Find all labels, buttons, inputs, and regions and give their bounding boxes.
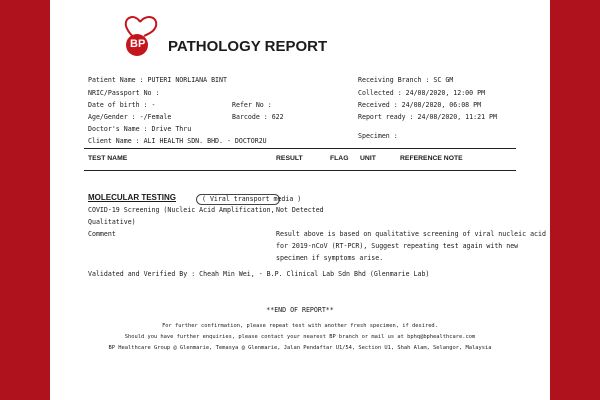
collected-time: Collected : 24/08/2020, 12:00 PM xyxy=(358,89,486,97)
col-test-name: TEST NAME xyxy=(88,155,128,162)
comment-line-3: specimen if symptoms arise. xyxy=(276,254,384,262)
col-result: RESULT xyxy=(276,155,303,162)
patient-dob: Date of birth : - xyxy=(88,101,156,109)
report-title: PATHOLOGY REPORT xyxy=(168,38,328,55)
heart-logo-icon xyxy=(106,12,166,58)
section-note: ( Viral transport media ) xyxy=(202,195,302,203)
comment-line-1: Result above is based on qualitative screening of viral nucleic acid xyxy=(276,230,546,238)
comment-line-2: for 2019-nCoV (RT-PCR), Suggest repeating test again with new xyxy=(276,242,519,250)
test-result: Not Detected xyxy=(276,206,324,214)
footer-line-1: For further confirmation, please repeat test with another fresh specimen, if desired. xyxy=(162,323,438,329)
col-flag: FLAG xyxy=(330,155,349,162)
validation-line: Validated and Verified By : Cheah Min Wei, - B.P. Clinical Lab Sdn Bhd (Glenmarie Lab) xyxy=(88,270,430,278)
client-name: Client Name : ALI HEALTH SDN. BHD. - DOCTOR2U xyxy=(88,137,267,145)
report-sheet xyxy=(50,0,550,400)
col-unit: UNIT xyxy=(360,155,376,162)
barcode: Barcode : 622 xyxy=(232,113,284,121)
section-title: MOLECULAR TESTING xyxy=(88,193,176,202)
test-name-line1: COVID-19 Screening (Nucleic Acid Amplification, xyxy=(88,206,275,214)
doctor-name: Doctor's Name : Drive Thru xyxy=(88,125,192,133)
patient-nric: NRIC/Passport No : xyxy=(88,89,160,97)
test-name-line2: Qualitative) xyxy=(88,218,136,226)
patient-age-gender: Age/Gender : -/Female xyxy=(88,113,172,121)
logo-text: BP xyxy=(130,38,146,50)
received-time: Received : 24/08/2020, 06:08 PM xyxy=(358,101,482,109)
receiving-branch: Receiving Branch : SC GM xyxy=(358,76,454,84)
report-ready-time: Report ready : 24/08/2020, 11:21 PM xyxy=(358,113,497,121)
refer-no: Refer No : xyxy=(232,101,272,109)
comment-label: Comment xyxy=(88,230,116,238)
specimen: Specimen : xyxy=(358,132,398,140)
end-of-report: **END OF REPORT** xyxy=(266,306,334,314)
footer-line-2: Should you have further enquiries, please contact your nearest BP branch or mail us at bphq@bphealthcare.com xyxy=(124,334,476,340)
header-rule-top xyxy=(84,148,516,149)
patient-name: Patient Name : PUTERI NORLIANA BINT xyxy=(88,76,227,84)
col-reference-note: REFERENCE NOTE xyxy=(400,155,463,162)
footer-line-3: BP Healthcare Group @ Glenmarie, Temasya @ Glenmarie, Jalan Pendaftar U1/54, Section U1, Shah Alam, Selangor, Malaysia xyxy=(108,345,492,351)
header-rule-bottom xyxy=(84,170,516,171)
